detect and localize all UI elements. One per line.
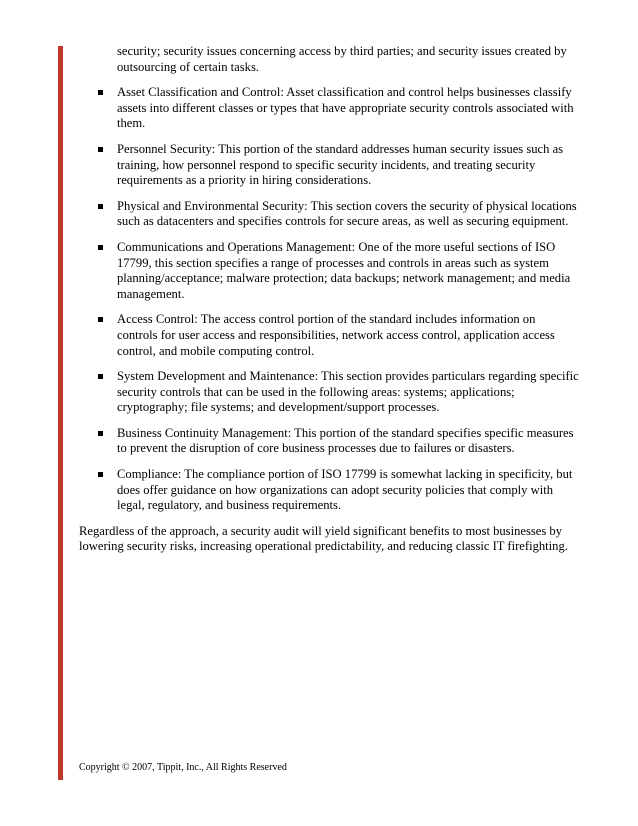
square-bullet-icon (98, 90, 103, 95)
list-item (79, 312, 579, 359)
list-item (79, 142, 579, 189)
list-item-text: Personnel Security: This portion of the standard addresses human security issues such as training, how personnel respond to specific security incidents, and treating security requirements as a priority in hiring considerations. (117, 141, 564, 188)
square-bullet-icon (98, 374, 103, 379)
list-item (79, 85, 579, 132)
list-item (79, 426, 579, 457)
list-item-text: Compliance: The compliance portion of ISO 17799 is somewhat lacking in specificity, but does offer guidance on how organizations can adopt security policies that comply with legal, regulatory, and business requirements. (117, 467, 573, 513)
square-bullet-icon (98, 472, 103, 477)
square-bullet-icon (98, 317, 103, 322)
square-bullet-icon (98, 147, 103, 152)
document-body (79, 44, 579, 555)
list-item (79, 240, 579, 302)
continuation-paragraph: security; security issues concerning access by third parties; and security issues created by outsourcing of certain tasks. (117, 44, 567, 74)
list-item-text: Physical and Environmental Security: This section covers the security of physical locations such as datacenters and specifies controls for secure areas, as well as securing equipment. (117, 198, 577, 229)
copyright-footer: Copyright © 2007, Tippit, Inc., All Rights Reserved (79, 762, 287, 773)
square-bullet-icon (98, 204, 103, 209)
list-item-text: Business Continuity Management: This portion of the standard specifies specific measures to prevent the disruption of core business processes due to failures or disasters. (117, 425, 574, 456)
closing-paragraph: Regardless of the approach, a security audit will yield significant benefits to most businesses by lowering security risks, increasing operational predictability, and reducing classic IT firefighting. (79, 523, 568, 554)
square-bullet-icon (98, 245, 103, 250)
list-item (79, 467, 579, 514)
list-item (79, 369, 579, 416)
left-margin-rule (58, 46, 63, 780)
list-item-text: Communications and Operations Management: One of the more useful sections of ISO 17799, this section specifies a range of processes and controls in areas such as system planning/acceptance; malware protection; data backups; network management; and media management. (117, 239, 571, 301)
list-item-text: Asset Classification and Control: Asset classification and control helps businesses classify assets into different classes or types that have appropriate security controls associated with them. (117, 85, 574, 131)
list-item-text: Access Control: The access control portion of the standard includes information on controls for user access and responsibilities, network access control, application access control, and mobile computing control. (117, 312, 555, 358)
bullet-list (79, 85, 579, 514)
list-item-text: System Development and Maintenance: This section provides particulars regarding specific security controls that can be used in the following areas: systems; applications; cryptography; file systems; and development/support processes. (117, 369, 579, 415)
square-bullet-icon (98, 431, 103, 436)
list-item (79, 199, 579, 230)
